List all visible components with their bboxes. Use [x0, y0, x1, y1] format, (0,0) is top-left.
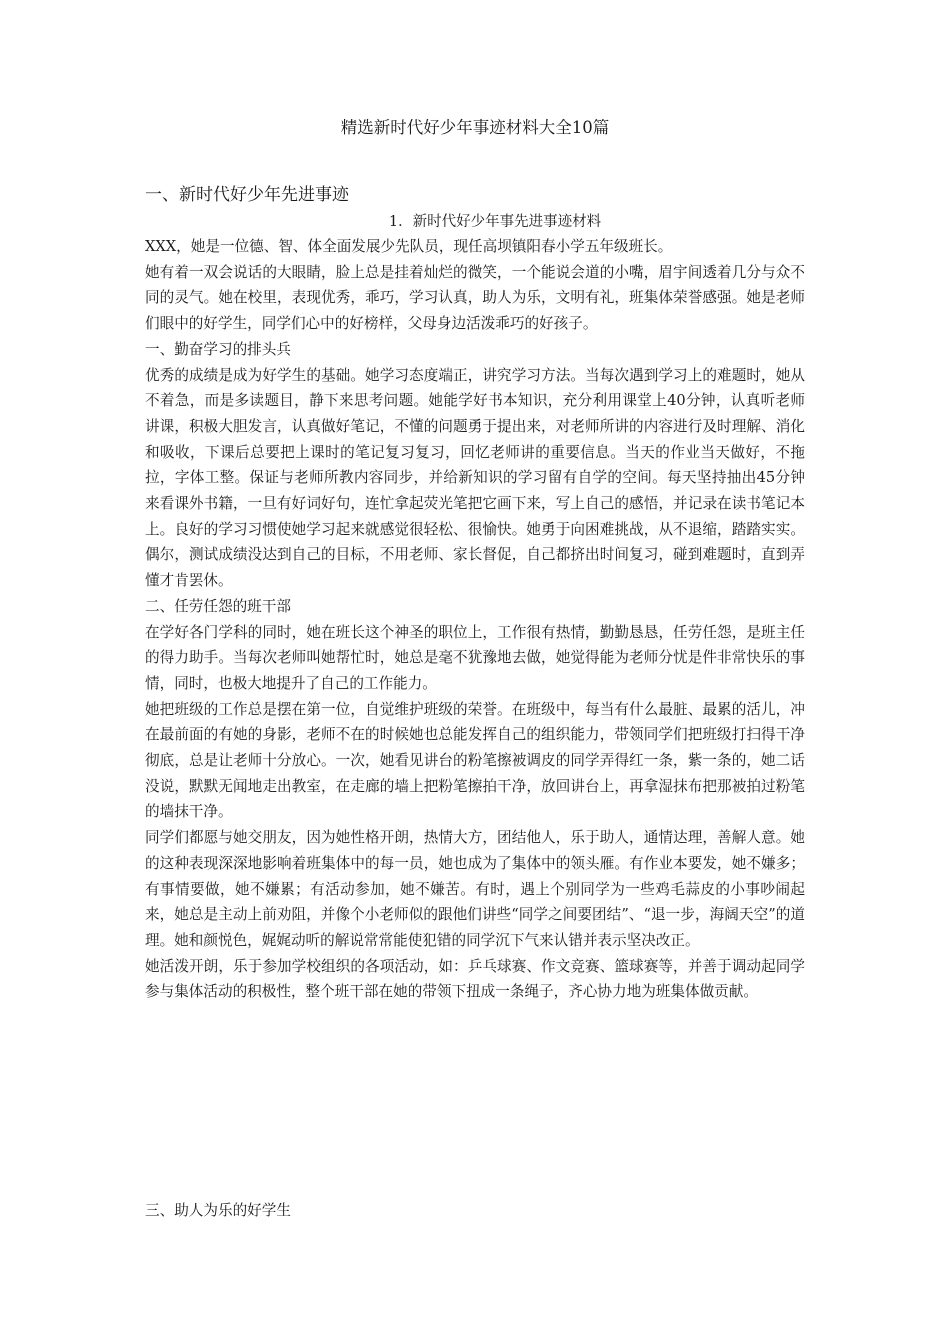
- paragraph-description: 她有着一双会说话的大眼睛，脸上总是挂着灿烂的微笑，一个能说会道的小嘴，眉宇间透着几分与众不同的灵气。她在校里，表现优秀，乖巧，学习认真，助人为乐，文明有礼，班集体荣誉感强。她是老师们眼中的好学生，同学们心中的好榜样，父母身边活泼乖巧的好孩子。: [145, 263, 805, 333]
- body-text: [145, 234, 805, 1005]
- subheading-study: 一、勤奋学习的排头兵: [145, 340, 291, 358]
- article-title: 1．新时代好少年事先进事迹材料: [388, 214, 602, 230]
- document-title: 精选新时代好少年事迹材料大全10篇: [340, 118, 610, 137]
- paragraph-cadre-3: 同学们都愿与她交朋友，因为她性格开朗，热情大方，团结他人，乐于助人，通情达理，善解人意。她的这种表现深深地影响着班集体中的每一员，她也成为了集体中的领头雁。有作业本要发，她不嫌多；有事情要做，她不嫌累；有活动参加，她不嫌苦。有时，遇上个别同学为一些鸡毛蒜皮的小事吵闹起来，她总是主动上前劝阻，并像个小老师似的跟他们讲些“同学之间要团结”、“退一步，海阔天空”的道理。她和颜悦色，娓娓动听的解说常常能使犯错的同学沉下气来认错并表示坚决改正。: [145, 829, 805, 949]
- paragraph-cadre-4: 她活泼开朗，乐于参加学校组织的各项活动，如：乒乓球赛、作文竞赛、篮球赛等，并善于调动起同学参与集体活动的积极性，整个班干部在她的带领下扭成一条绳子，齐心协力地为班集体做贡献。: [145, 957, 805, 1001]
- paragraph-study: 优秀的成绩是成为好学生的基础。她学习态度端正，讲究学习方法。当每次遇到学习上的难题时，她从不着急，而是多读题目，静下来思考问题。她能学好书本知识，充分利用课堂上40分钟，认真听老师讲课，积极大胆发言，认真做好笔记，不懂的问题勇于提出来，对老师所讲的内容进行及时理解、消化和吸收，下课后总要把上课时的笔记复习复习，回忆老师讲的重要信息。当天的作业当天做好，不拖拉，字体工整。保证与老师所教内容同步，并给新知识的学习留有自学的空间。每天坚持抽出45分钟来看课外书籍，一旦有好词好句，连忙拿起荧光笔把它画下来，写上自己的感悟，并记录在读书笔记本上。良好的学习习惯使她学习起来就感觉很轻松、很愉快。她勇于向困难挑战，从不退缩，踏踏实实。偶尔，测试成绩没达到自己的目标，不用老师、家长督促，自己都挤出时间复习，碰到难题时，直到弄懂才肯罢休。: [145, 366, 805, 590]
- paragraph-intro: XXX，她是一位德、智、体全面发展少先队员，现任高坝镇阳春小学五年级班长。: [145, 238, 673, 255]
- paragraph-cadre-1: 在学好各门学科的同时，她在班长这个神圣的职位上，工作很有热情，勤勤恳恳，任劳任怨，是班主任的得力助手。当每次老师叫她帮忙时，她总是毫不犹豫地去做，她觉得能为老师分忧是件非常快乐的事情，同时，也极大地提升了自己的工作能力。: [145, 623, 805, 692]
- paragraph-cadre-2: 她把班级的工作总是摆在第一位，自觉维护班级的荣誉。在班级中，每当有什么最脏、最累的活儿，冲在最前面的有她的身影，老师不在的时候她也总能发挥自己的组织能力，带领同学们把班级打扫得干净彻底，总是让老师十分放心。一次，她看见讲台的粉笔擦被调皮的同学弄得红一条，紫一条的，她二话没说，默默无闻地走出教室，在走廊的墙上把粉笔擦拍干净，放回讲台上，再拿湿抹布把那被拍过粉笔的墙抹干净。: [145, 700, 805, 821]
- subheading-helpful: 三、助人为乐的好学生: [145, 1202, 291, 1219]
- subheading-cadre: 二、任劳任怨的班干部: [145, 597, 291, 615]
- section-heading: 一、新时代好少年先进事迹: [145, 185, 349, 205]
